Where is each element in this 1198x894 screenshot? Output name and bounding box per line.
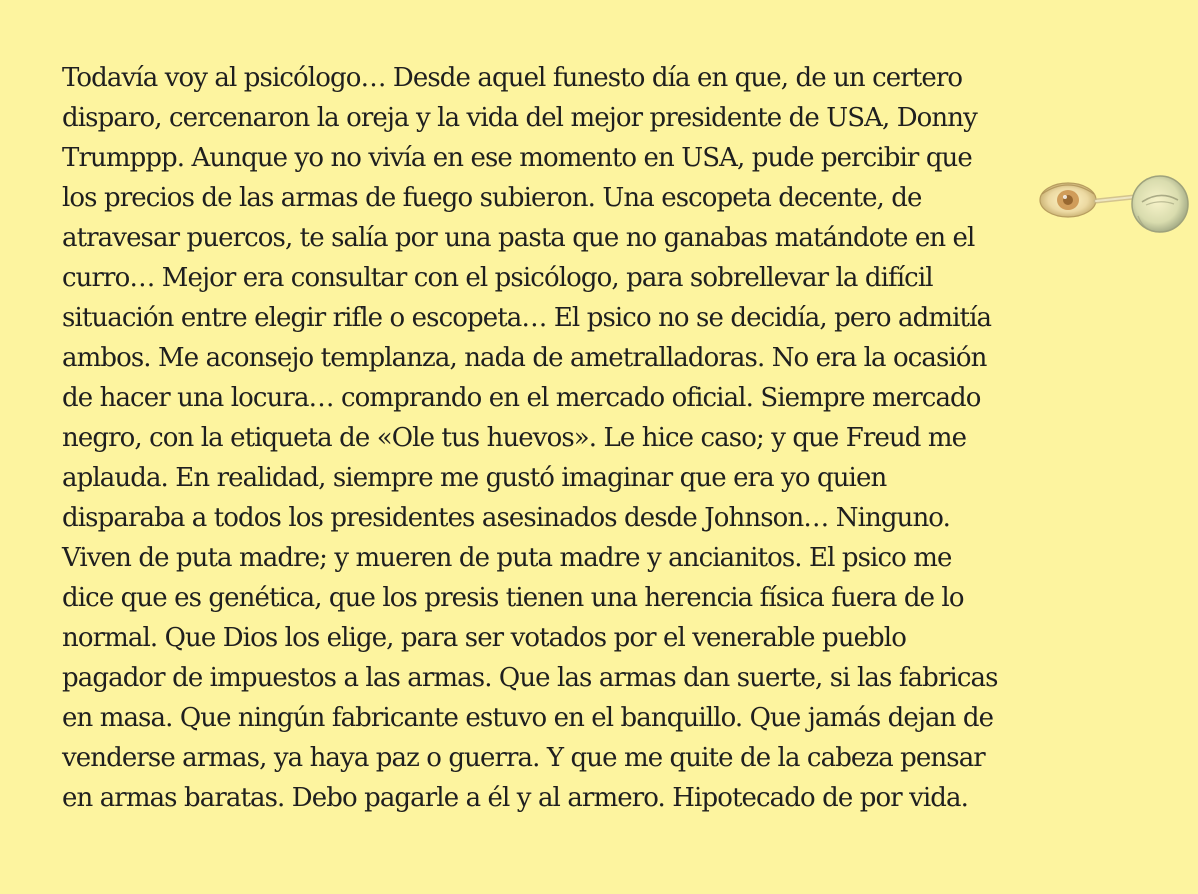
eye-magnifier-icon xyxy=(1038,172,1192,242)
story-line: atravesar puercos, te salía por una pasta que no ganabas matándote en el xyxy=(62,223,975,253)
story-line: dice que es genética, que los presis tienen una herencia física fuera de lo xyxy=(62,583,964,613)
story-line: pagador de impuestos a las armas. Que las armas dan suerte, si las fabricas xyxy=(62,663,998,693)
story-line: en masa. Que ningún fabricante estuvo en el banquillo. Que jamás dejan de xyxy=(62,703,994,733)
story-line: disparo, cercenaron la oreja y la vida del mejor presidente de USA, Donny xyxy=(62,103,977,133)
story-line: venderse armas, ya haya paz o guerra. Y que me quite de la cabeza pensar xyxy=(62,743,985,773)
story-line: curro… Mejor era consultar con el psicólogo, para sobrellevar la difícil xyxy=(62,263,933,293)
story-line: Todavía voy al psicólogo… Desde aquel funesto día en que, de un certero xyxy=(62,63,963,93)
story-line: negro, con la etiqueta de «Ole tus huevos». Le hice caso; y que Freud me xyxy=(62,423,967,453)
story-line: Viven de puta madre; y mueren de puta madre y ancianitos. El psico me xyxy=(62,543,952,573)
story-line: normal. Que Dios los elige, para ser votados por el venerable pueblo xyxy=(62,623,906,653)
story-line: de hacer una locura… comprando en el mercado oficial. Siempre mercado xyxy=(62,383,981,413)
story-text xyxy=(62,58,1172,818)
story-line: situación entre elegir rifle o escopeta… El psico no se decidía, pero admitía xyxy=(62,303,992,333)
story-line: disparaba a todos los presidentes asesinados desde Johnson… Ninguno. xyxy=(62,503,950,533)
story-line: en armas baratas. Debo pagarle a él y al armero. Hipotecado de por vida. xyxy=(62,783,968,813)
story-line: ambos. Me aconsejo templanza, nada de ametralladoras. No era la ocasión xyxy=(62,343,987,373)
story-line: Trumppp. Aunque yo no vivía en ese momento en USA, pude percibir que xyxy=(62,143,972,173)
story-line: los precios de las armas de fuego subieron. Una escopeta decente, de xyxy=(62,183,922,213)
story-line: aplauda. En realidad, siempre me gustó imaginar que era yo quien xyxy=(62,463,887,493)
